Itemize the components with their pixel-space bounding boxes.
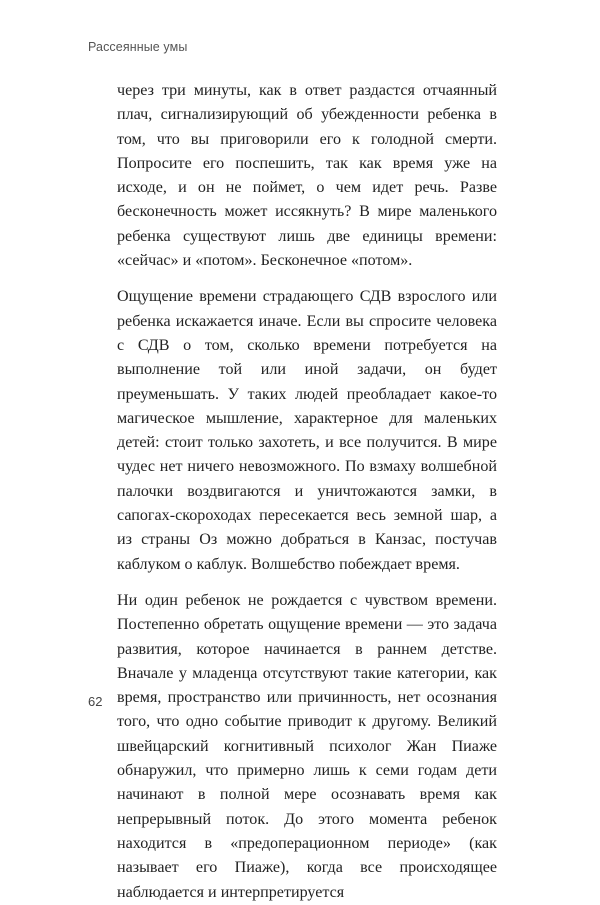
page-number: 62	[88, 694, 103, 709]
paragraph: через три минуты, как в ответ раздастся отчаянный плач, сигнализирующий об убежденности ребенка в том, что вы приговорили его к голодной смерти. Попросите его поспешить, так как время уже на исходе, и он не поймет, о чем идет речь. Разве бесконечность может иссякнуть? В мире маленького ребенка существуют лишь две единицы времени: «сейчас» и «потом». Бесконечное «потом».	[117, 82, 497, 270]
running-head-title: Рассеянные умы	[88, 40, 188, 54]
paragraph: Ни один ребенок не рождается с чувством времени. Постепенно обретать ощущение времени — это задача развития, которое начинается в раннем детстве. Вначале у младенца отсутствуют такие категории, как время, пространство или причинность, нет осознания того, что одно событие приводит к другому. Великий швейцарский когнитивный психолог Жан Пиаже обнаружил, что примерно лишь к семи годам дети начинают в полной мере осознавать время как непрерывный поток. До этого момента ребенок находится в «предоперационном периоде» (как называет его Пиаже), когда все происходящее наблюдается и интерпретируется	[117, 591, 497, 901]
page-body	[117, 79, 497, 905]
paragraph: Ощущение времени страдающего СДВ взрослого или ребенка искажается иначе. Если вы спросите человека с СДВ о том, сколько времени потребуется на выполнение той или иной задачи, он будет преуменьшать. У таких людей преобладает какое-то магическое мышление, характерное для маленьких детей: стоит только захотеть, и все получится. В мире чудес нет ничего невозможного. По взмаху волшебной палочки воздвигаются и уничтожаются замки, в сапогах-скороходах пересекается весь земной шар, а из страны Оз можно добраться в Канзас, постучав каблуком о каблук. Волшебство побеждает время.	[117, 288, 497, 573]
